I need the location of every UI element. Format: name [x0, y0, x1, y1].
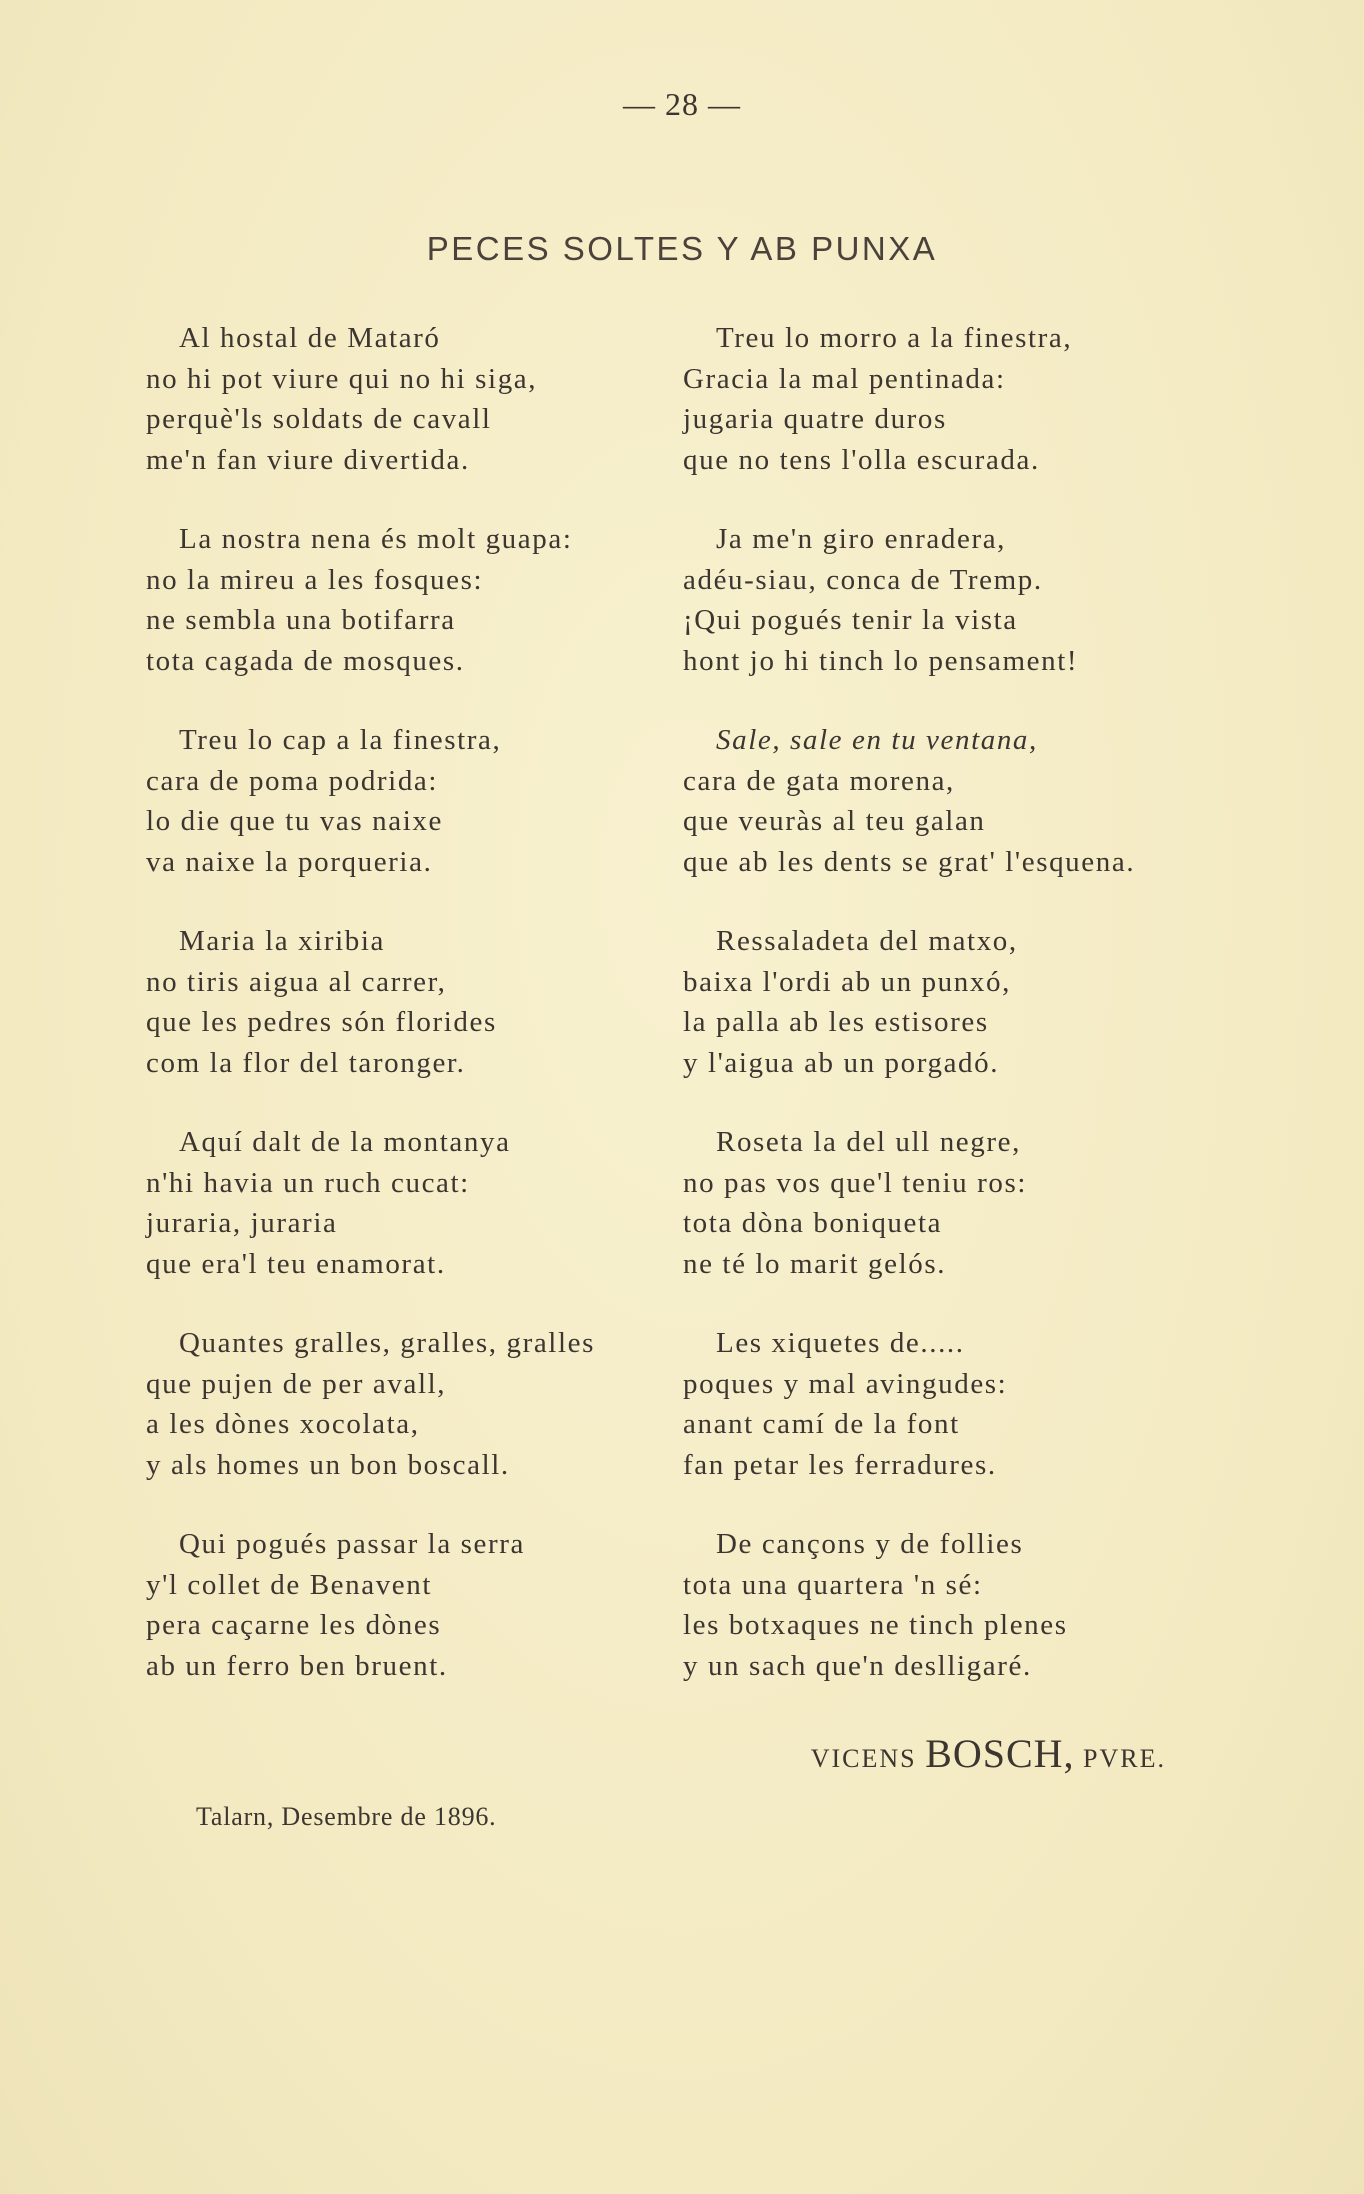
verse-line: que ab les dents se grat' l'esquena. [683, 845, 1136, 878]
verse-line: Al hostal de Mataró [179, 322, 441, 354]
verse-line: com la flor del taronger. [146, 1046, 466, 1079]
signature-last: BOSCH, [925, 1731, 1075, 1776]
verse-line: lo die que tu vas naixe [146, 805, 443, 837]
verse-line: Aquí dalt de la montanya [179, 1126, 511, 1158]
verse-line: fan petar les ferradures. [683, 1448, 997, 1481]
verse-line: poques y mal avingudes: [683, 1367, 1008, 1400]
stanza [146, 1122, 511, 1284]
verse-line: que veuràs al teu galan [683, 805, 986, 837]
verse-line: hont jo hi tinch lo pensament! [683, 644, 1079, 677]
page-title: PECES SOLTES Y AB PUNXA [426, 230, 938, 267]
signature [811, 1730, 1166, 1777]
stanza [683, 1122, 1027, 1284]
verse-line: no tiris aigua al carrer, [146, 965, 447, 998]
verse-line: tota cagada de mosques. [146, 644, 465, 677]
verse-line: perquè'ls soldats de cavall [146, 403, 492, 435]
verse-line: Qui pogués passar la serra [179, 1528, 526, 1560]
verse-line: les botxaques ne tinch plenes [683, 1609, 1068, 1641]
verse-line: y l'aigua ab un porgadó. [683, 1046, 1000, 1079]
verse-line: que no tens l'olla escurada. [683, 443, 1040, 476]
stanza [683, 318, 1072, 480]
verse-line: juraria, juraria [146, 1207, 338, 1239]
verse-line: no pas vos que'l teniu ros: [683, 1166, 1028, 1199]
signature-first: VICENS [810, 1744, 917, 1773]
verse-line: Ja me'n giro enradera, [716, 523, 1007, 555]
verse-line: que pujen de per avall, [146, 1367, 447, 1400]
verse-line: y'l collet de Benavent [146, 1568, 433, 1601]
stanza [146, 720, 501, 882]
verse-line: ne sembla una botifarra [146, 604, 456, 636]
verse-line: De cançons y de follies [716, 1528, 1024, 1560]
stanza [146, 519, 572, 681]
stanza [146, 318, 537, 480]
verse-line: Sale, sale en tu ventana, [716, 724, 1038, 756]
verse-line: me'n fan viure divertida. [146, 443, 470, 476]
stanza [146, 921, 497, 1083]
verse-line: que les pedres són florides [146, 1006, 497, 1038]
verse-line: cara de gata morena, [683, 764, 955, 797]
verse-line: la palla ab les estisores [683, 1006, 989, 1038]
verse-line: Roseta la del ull negre, [716, 1126, 1021, 1158]
stanza [683, 720, 1135, 882]
verse-line: adéu-siau, conca de Tremp. [683, 563, 1043, 596]
verse-line: Treu lo cap a la finestra, [179, 724, 502, 756]
stanza [683, 519, 1078, 681]
verse-line: ne té lo marit gelós. [683, 1247, 947, 1280]
verse-line: a les dònes xocolata, [146, 1408, 420, 1440]
verse-line: no hi pot viure qui no hi siga, [146, 362, 538, 395]
verse-line: tota una quartera 'n sé: [683, 1568, 983, 1601]
verse-line: que era'l teu enamorat. [146, 1247, 446, 1280]
verse-line: y un sach que'n deslligaré. [683, 1649, 1032, 1682]
verse-line: pera caçarne les dònes [146, 1609, 442, 1641]
verse-line: Gracia la mal pentinada: [683, 362, 1006, 395]
stanza [146, 1524, 525, 1686]
verse-line: Les xiquetes de..... [716, 1327, 965, 1359]
verse-line: ¡Qui pogués tenir la vista [683, 604, 1018, 636]
verse-line: no la mireu a les fosques: [146, 563, 484, 596]
page-number: — 28 — [623, 86, 741, 122]
verse-line: anant camí de la font [683, 1408, 960, 1440]
stanza [683, 1323, 1007, 1485]
verse-line: va naixe la porqueria. [146, 845, 433, 878]
verse-line: jugaria quatre duros [683, 403, 947, 435]
verse-line: La nostra nena és molt guapa: [179, 523, 573, 555]
verse-line: cara de poma podrida: [146, 764, 439, 797]
stanza [683, 921, 1018, 1083]
verse-line: n'hi havia un ruch cucat: [146, 1166, 470, 1199]
verse-line: Ressaladeta del matxo, [716, 925, 1018, 957]
signature-suffix: PVRE. [1083, 1744, 1166, 1773]
date-line: Talarn, Desembre de 1896. [196, 1802, 497, 1831]
verse-line: Quantes gralles, gralles, gralles [179, 1327, 595, 1359]
verse-line: Maria la xiribia [179, 925, 385, 957]
stanza [146, 1323, 595, 1485]
stanza [683, 1524, 1068, 1686]
verse-line: Treu lo morro a la finestra, [716, 322, 1073, 354]
verse-line: tota dòna boniqueta [683, 1207, 943, 1239]
verse-line: y als homes un bon boscall. [146, 1448, 510, 1481]
verse-line: baixa l'ordi ab un punxó, [683, 965, 1011, 998]
verse-line: ab un ferro ben bruent. [146, 1649, 448, 1682]
